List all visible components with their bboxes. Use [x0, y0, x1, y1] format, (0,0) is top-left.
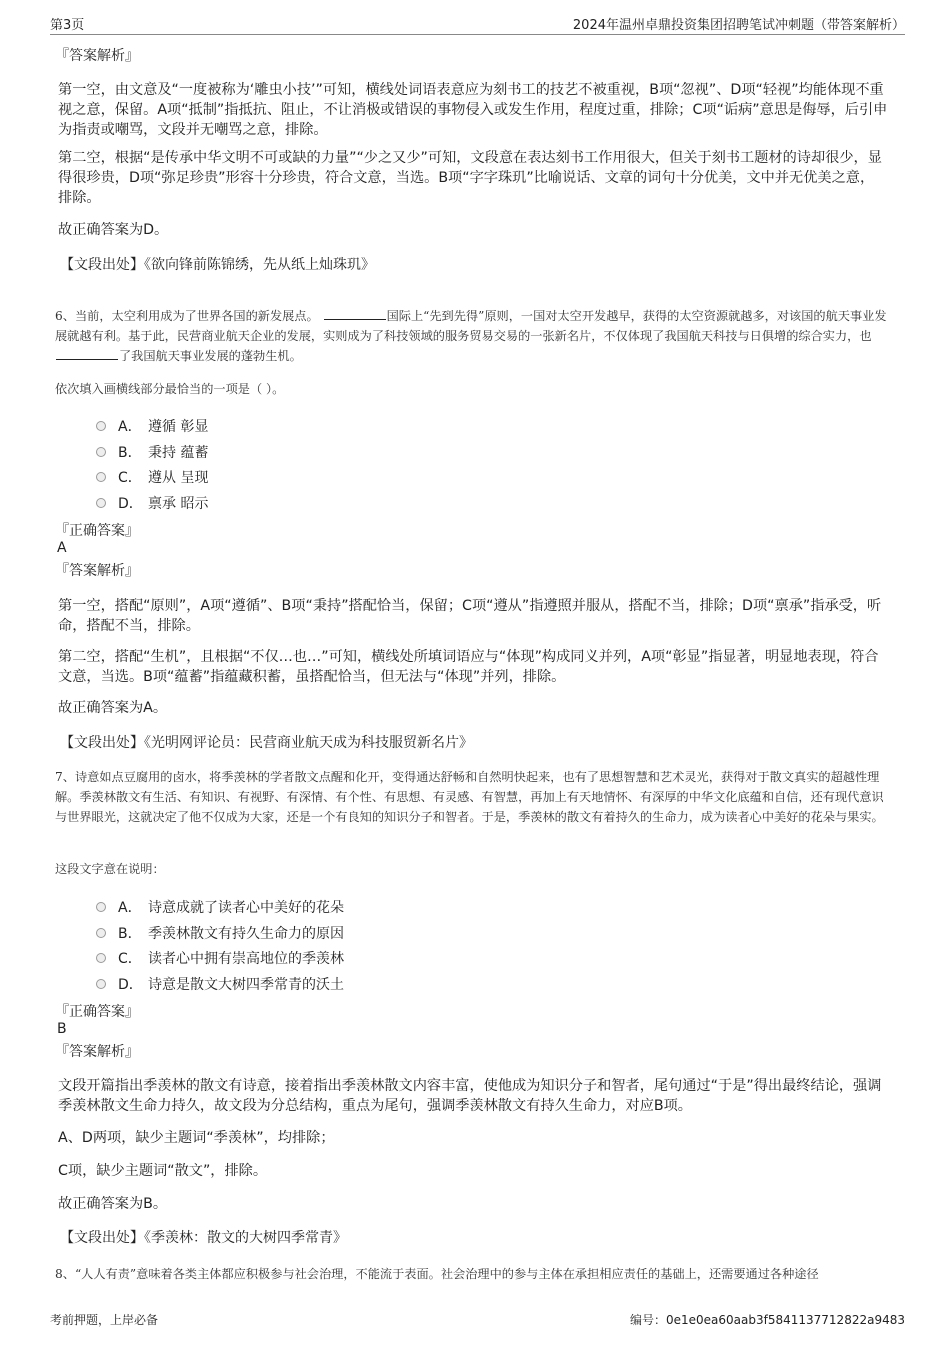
prev-source: 【文段出处】《欲向锋前陈锦绣，先从纸上灿珠玑》 — [60, 257, 375, 273]
question-7-explain-p3: C项，缺少主题词“散文”，排除。 — [58, 1163, 268, 1179]
question-7-ask: 这段文字意在说明： — [55, 862, 165, 876]
radio-icon[interactable] — [96, 421, 106, 431]
radio-icon[interactable] — [96, 979, 106, 989]
radio-icon[interactable] — [96, 472, 106, 482]
prev-explain-label: 『答案解析』 — [55, 48, 139, 64]
question-7-option-a[interactable]: A． 诗意成就了读者心中美好的花朵 — [96, 897, 344, 919]
question-6-explain-label: 『答案解析』 — [55, 563, 139, 579]
prev-explain-p1: 第一空，由文意及“一度被称为‘雕虫小技’”可知，横线处词语表意应为刻书工的技艺不被重视，B项“忽视”、D项“轻视”均能体现不重视之意，保留。A项“抵制”指抵抗、阻止，不让消极或错误的事物侵入或发生作用，程度过重，排除；C项“诟病”意思是侮辱，后引申为指责或嘲骂，文段并无嘲骂之意，排除。 — [58, 82, 888, 138]
question-7-source: 【文段出处】《季羡林：散文的大树四季常青》 — [60, 1230, 347, 1246]
question-7-option-c[interactable]: C． 读者心中拥有崇高地位的季羡林 — [96, 948, 344, 970]
page-number: 第3页 — [50, 18, 85, 33]
question-7-conclusion: 故正确答案为B。 — [58, 1196, 168, 1212]
question-8-text: 8、“人人有责”意味着各类主体都应积极参与社会治理，不能流于表面。社会治理中的参与主体在承担相应责任的基础上，还需要通过各种途径 — [55, 1267, 819, 1281]
document-title: 2024年温州卓鼎投资集团招聘笔试冲刺题（带答案解析） — [572, 18, 905, 33]
prev-conclusion: 故正确答案为D。 — [58, 222, 169, 238]
question-7-answer: B — [57, 1021, 67, 1037]
page-header — [50, 12, 905, 35]
question-7-explain-label: 『答案解析』 — [55, 1044, 139, 1060]
question-6-option-b[interactable]: B． 秉持 蕴蓄 — [96, 442, 208, 464]
question-6-option-c[interactable]: C． 遵从 呈现 — [96, 467, 208, 489]
radio-icon[interactable] — [96, 447, 106, 457]
question-6-text: 6、当前，太空利用成为了世界各国的新发展点。 国际上“先到先得”原则，一国对太空开发越早，获得的太空资源就越多，对该国的航天事业发展就越有利。基于此，民营商业航天企业的发展，实则成为了科技领域的服务贸易交易的一张新名片，不仅体现了我国航天科技与日俱增的综合实力，也 了我国航天事业发展的蓬勃生机。 — [55, 309, 887, 363]
question-6-explain-p2: 第二空，搭配“生机”，且根据“不仅…也…”可知，横线处所填词语应与“体现”构成同义并列，A项“彰显”指显著，明显地表现，符合文意，当选。B项“蕴蓄”指蕴藏积蓄，虽搭配恰当，但无法与“体现”并列，排除。 — [58, 649, 879, 685]
document-code: 编号：0e1e0ea60aab3f5841137712822a9483 — [629, 1313, 905, 1327]
radio-icon[interactable] — [96, 953, 106, 963]
question-6-option-d[interactable]: D． 禀承 昭示 — [96, 493, 208, 515]
question-7-correct-label: 『正确答案』 — [55, 1004, 139, 1020]
question-6-source: 【文段出处】《光明网评论员：民营商业航天成为科技服贸新名片》 — [60, 735, 473, 751]
question-7-option-b[interactable]: B． 季羡林散文有持久生命力的原因 — [96, 923, 344, 945]
blank-2 — [56, 347, 118, 360]
question-6-explain-p1: 第一空，搭配“原则”，A项“遵循”、B项“秉持”搭配恰当，保留；C项“遵从”指遵照并服从，搭配不当，排除；D项“禀承”指承受，听命，搭配不当，排除。 — [58, 598, 882, 634]
question-6-conclusion: 故正确答案为A。 — [58, 700, 168, 716]
question-7-option-d[interactable]: D． 诗意是散文大树四季常青的沃土 — [96, 974, 344, 996]
footer-slogan: 考前押题，上岸必备 — [50, 1313, 159, 1327]
question-7-explain-p2: A、D两项，缺少主题词“季羡林”，均排除； — [58, 1130, 335, 1146]
question-6-option-a[interactable]: A． 遵循 彰显 — [96, 416, 208, 438]
question-6-correct-label: 『正确答案』 — [55, 523, 139, 539]
radio-icon[interactable] — [96, 928, 106, 938]
question-7-text: 7、诗意如点豆腐用的卤水，将季羡林的学者散文点醒和化开，变得通达舒畅和自然明快起来，也有了思想智慧和艺术灵光，获得对于散文真实的超越性理解。季羡林散文有生活、有知识、有视野、有深情、有个性、有思想、有灵感、有智慧，再加上有天地情怀、有深厚的中华文化底蕴和自信，还有现代意识与世界眼光，这就决定了他不仅成为大家，还是一个有良知的知识分子和智者。于是，季羡林的散文有着持久的生命力，成为读者心中美好的花朵与果实。 — [55, 770, 884, 824]
prev-explain-p2: 第二空，根据“是传承中华文明不可或缺的力量”“少之又少”可知，文段意在表达刻书工作用很大，但关于刻书工题材的诗却很少，显得很珍贵，D项“弥足珍贵”形容十分珍贵，符合文意，当选。B项“字字珠玑”比喻说话、文章的词句十分优美，文中并无优美之意，排除。 — [58, 150, 882, 206]
question-7-explain-p1: 文段开篇指出季羡林的散文有诗意，接着指出季羡林散文内容丰富，使他成为知识分子和智者，尾句通过“于是”得出最终结论，强调季羡林散文生命力持久，故文段为分总结构，重点为尾句，强调季羡林散文有持久生命力，对应B项。 — [58, 1078, 882, 1114]
radio-icon[interactable] — [96, 498, 106, 508]
radio-icon[interactable] — [96, 902, 106, 912]
blank-1 — [324, 307, 386, 320]
question-6-answer: A — [57, 540, 67, 556]
question-6-ask: 依次填入画横线部分最恰当的一项是（ ）。 — [55, 382, 285, 396]
